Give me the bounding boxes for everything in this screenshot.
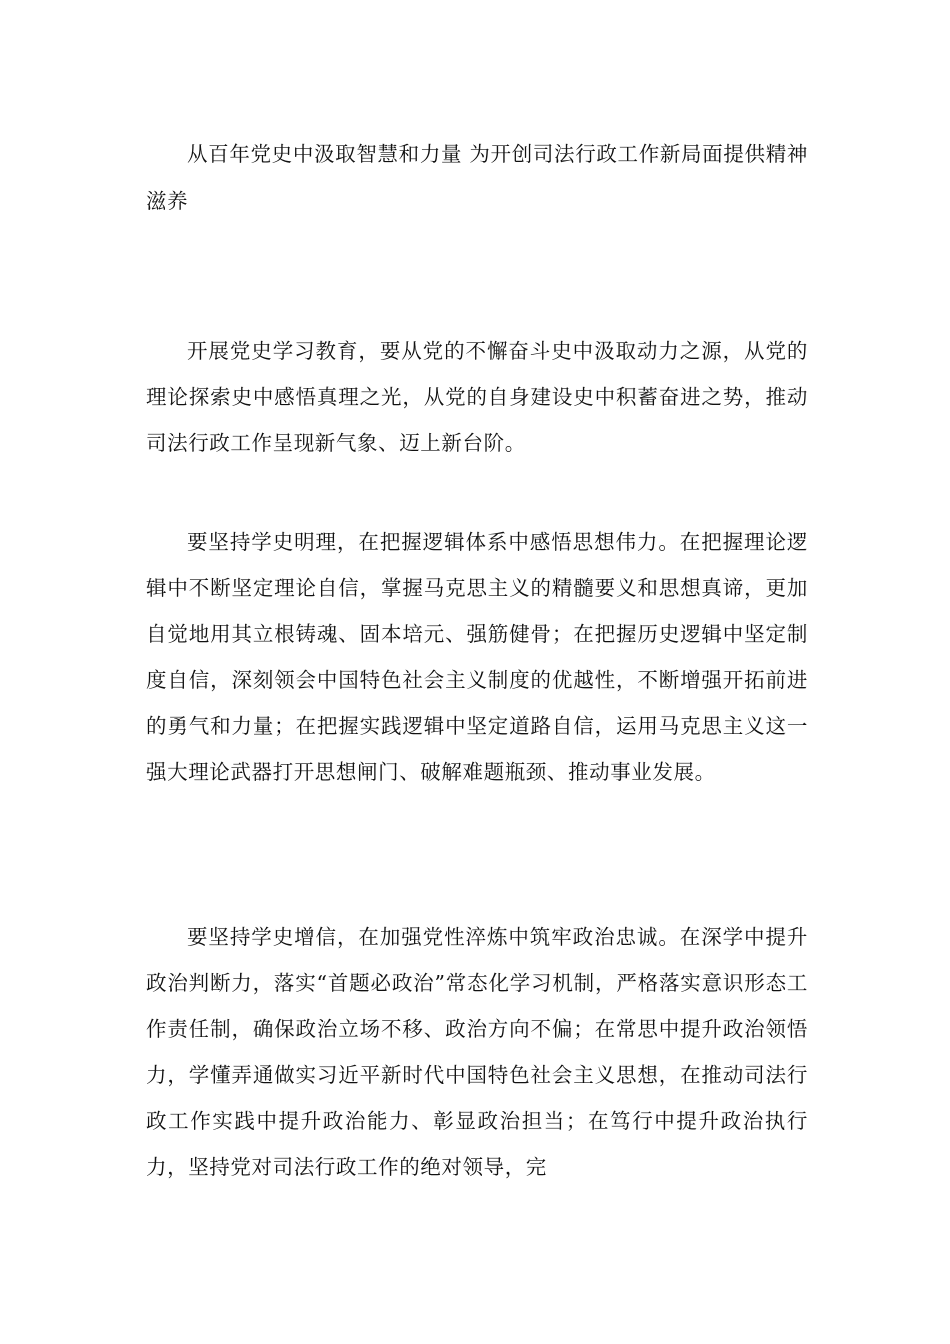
paragraph-intro: 开展党史学习教育，要从党的不懈奋斗史中汲取动力之源，从党的理论探索史中感悟真理之光，从党的自身建设史中积蓄奋进之势，推动司法行政工作呈现新气象、迈上新台阶。 bbox=[146, 339, 808, 455]
document-title: 从百年党史中汲取智慧和力量 为开创司法行政工作新局面提供精神滋养 bbox=[146, 142, 808, 213]
paragraph-study-history-reason: 要坚持学史明理，在把握逻辑体系中感悟思想伟力。在把握理论逻辑中不断坚定理论自信，掌握马克思主义的精髓要义和思想真谛，更加自觉地用其立根铸魂、固本培元、强筋健骨；在把握历史逻辑中坚定制度自信，深刻领会中国特色社会主义制度的优越性，不断增强开拓前进的勇气和力量；在把握实践逻辑中坚定道路自信，运用马克思主义这一强大理论武器打开思想闸门、破解难题瓶颈、推动事业发展。 bbox=[146, 530, 808, 784]
paragraph-study-history-faith: 要坚持学史增信，在加强党性淬炼中筑牢政治忠诚。在深学中提升政治判断力，落实“首题必政治”常态化学习机制，严格落实意识形态工作责任制，确保政治立场不移、政治方向不偏；在常思中提升政治领悟力，学懂弄通做实习近平新时代中国特色社会主义思想，在推动司法行政工作实践中提升政治能力、彰显政治担当；在笃行中提升政治执行力，坚持党对司法行政工作的绝对领导，完 bbox=[146, 925, 808, 1179]
